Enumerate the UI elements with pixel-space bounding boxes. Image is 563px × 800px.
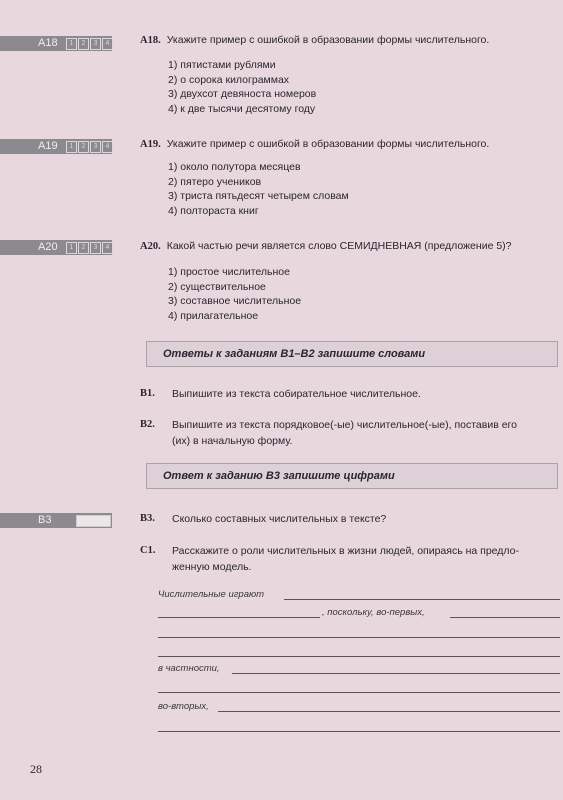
answer-box-4[interactable]: 4 [102, 141, 113, 153]
writing-line[interactable] [158, 692, 560, 693]
question-number: В1. [140, 388, 155, 399]
question-number: А20. [140, 241, 161, 252]
model-prompt-4: во-вторых, [158, 701, 209, 712]
option-1: 1) простое числительное [168, 266, 290, 278]
writing-line[interactable] [158, 656, 560, 657]
writing-line[interactable] [284, 599, 560, 600]
question-number: В2. [140, 419, 155, 430]
question-text: Укажите пример с ошибкой в образовании формы числительного. [166, 34, 490, 46]
answer-box-1[interactable]: 1 [66, 141, 77, 153]
options-a19 [168, 160, 349, 218]
option-3: 3) триста пятьдесят четырем словам [168, 190, 349, 203]
writing-line[interactable] [158, 637, 560, 638]
question-number: А18. [140, 35, 161, 46]
option-3: 3) двухсот девяноста номеров [168, 88, 317, 101]
section-banner-b3 [146, 463, 558, 489]
writing-line[interactable] [158, 617, 320, 618]
option-2: 2) существительное [168, 280, 266, 293]
answer-box-2[interactable]: 2 [78, 38, 89, 50]
question-a20 [140, 239, 512, 254]
question-text: Укажите пример с ошибкой в образовании формы числительного. [166, 138, 490, 150]
options-a20 [168, 265, 301, 323]
question-number: С1. [140, 545, 156, 556]
question-b2 [140, 417, 560, 449]
answer-tag-label: A18 [38, 37, 58, 49]
option-2: 2) о сорока килограммах [168, 73, 290, 86]
answer-tag-label: B3 [38, 514, 52, 526]
answer-box-2[interactable]: 2 [78, 141, 89, 153]
question-number: А19. [140, 139, 161, 150]
answer-tag-label: A19 [38, 140, 58, 152]
answer-boxes[interactable] [66, 141, 113, 153]
model-prompt-2: , поскольку, во-первых, [322, 607, 425, 618]
options-a18 [168, 58, 316, 116]
option-4: 4) к две тысячи десятому году [168, 102, 316, 115]
answer-box-4[interactable]: 4 [102, 242, 113, 254]
writing-line[interactable] [232, 673, 560, 674]
option-1: 1) около полутора месяцев [168, 161, 301, 173]
question-text: Выпишите из текста собирательное числительное. [172, 388, 421, 400]
question-text: Сколько составных числительных в тексте? [172, 513, 387, 525]
section-banner-b1-b2 [146, 341, 558, 367]
option-3: 3) составное числительное [168, 295, 302, 308]
answer-tag-a20 [0, 240, 112, 255]
question-text: Какой частью речи является слово СЕМИДНЕВНАЯ (предложение 5)? [166, 240, 512, 252]
answer-tag-label: A20 [38, 241, 58, 253]
question-a19 [140, 137, 489, 152]
question-text-line-2: (их) в начальную форму. [172, 435, 293, 447]
writing-line[interactable] [218, 711, 560, 712]
answer-box-1[interactable]: 1 [66, 38, 77, 50]
answer-box-1[interactable]: 1 [66, 242, 77, 254]
model-prompt-3: в частности, [158, 663, 220, 674]
option-4: 4) прилагательное [168, 309, 259, 322]
banner-text: Ответ к заданию В3 запишите цифрами [163, 470, 395, 482]
question-text-line-2: женную модель. [172, 561, 252, 573]
answer-box-3[interactable]: 3 [90, 141, 101, 153]
option-2: 2) пятеро учеников [168, 175, 262, 188]
question-a18 [140, 33, 489, 48]
answer-box-3[interactable]: 3 [90, 38, 101, 50]
banner-text: Ответы к заданиям В1–В2 запишите словами [163, 348, 426, 360]
answer-box-4[interactable]: 4 [102, 38, 113, 50]
answer-boxes[interactable] [66, 242, 113, 254]
question-b3 [140, 511, 560, 527]
writing-line[interactable] [450, 617, 560, 618]
option-1: 1) пятистами рублями [168, 59, 276, 71]
answer-tag-b3 [0, 513, 112, 528]
question-text-line-1: Расскажите о роли числительных в жизни людей, опираясь на предло- [172, 545, 519, 557]
answer-boxes[interactable] [66, 38, 113, 50]
question-c1 [140, 543, 560, 575]
answer-tag-a19 [0, 139, 112, 154]
answer-field-b3[interactable] [76, 515, 111, 527]
question-b1 [140, 386, 560, 402]
answer-tag-a18 [0, 36, 112, 51]
page-number: 28 [30, 762, 42, 776]
option-4: 4) полтораста книг [168, 204, 259, 217]
writing-line[interactable] [158, 731, 560, 732]
model-prompt-1: Числительные играют [158, 589, 265, 600]
question-text-line-1: Выпишите из текста порядковое(-ые) числительное(-ые), поставив его [172, 419, 517, 431]
answer-box-2[interactable]: 2 [78, 242, 89, 254]
question-number: В3. [140, 513, 155, 524]
answer-box-3[interactable]: 3 [90, 242, 101, 254]
